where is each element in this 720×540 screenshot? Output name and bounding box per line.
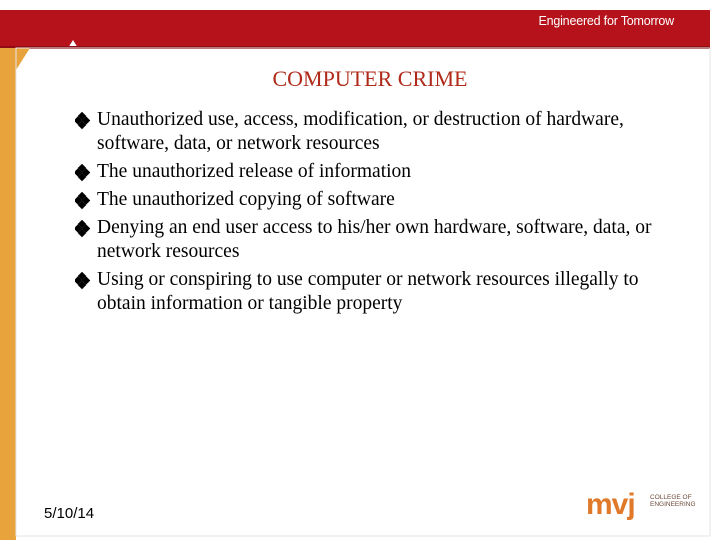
logo-subtitle [650, 494, 700, 508]
diamond-bullet-icon [75, 164, 93, 182]
bullet-list [75, 108, 675, 320]
bullet-item [75, 108, 675, 156]
slide-title: COMPUTER CRIME [272, 66, 468, 91]
diamond-bullet-icon [75, 112, 93, 130]
bullet-item [75, 216, 675, 264]
header-tagline: Engineered for Tomorrow [538, 14, 674, 28]
bullet-text: Unauthorized use, access, modification, or destruction of hardware, software, data, or network resources [97, 109, 624, 154]
bullet-text: Using or conspiring to use computer or network resources illegally to obtain information or tangible property [97, 269, 639, 314]
bullet-item [75, 160, 675, 184]
bullet-text: Denying an end user access to his/her own hardware, software, data, or network resources [97, 217, 652, 262]
bullet-text: The unauthorized release of information [97, 161, 412, 182]
logo-mark: mvj [586, 488, 635, 521]
bullet-item [75, 188, 675, 212]
diamond-bullet-icon [75, 192, 93, 210]
diamond-bullet-icon [75, 220, 93, 238]
logo-subtitle-line1: COLLEGE OF [650, 494, 692, 501]
diamond-bullet-icon [75, 272, 93, 290]
bullet-item [75, 268, 675, 316]
logo-subtitle-line2: ENGINEERING [650, 501, 696, 508]
left-sidebar-bar [0, 48, 16, 540]
college-logo [586, 490, 696, 530]
footer-date: 5/10/14 [44, 505, 95, 522]
bullet-text: The unauthorized copying of software [97, 189, 395, 210]
